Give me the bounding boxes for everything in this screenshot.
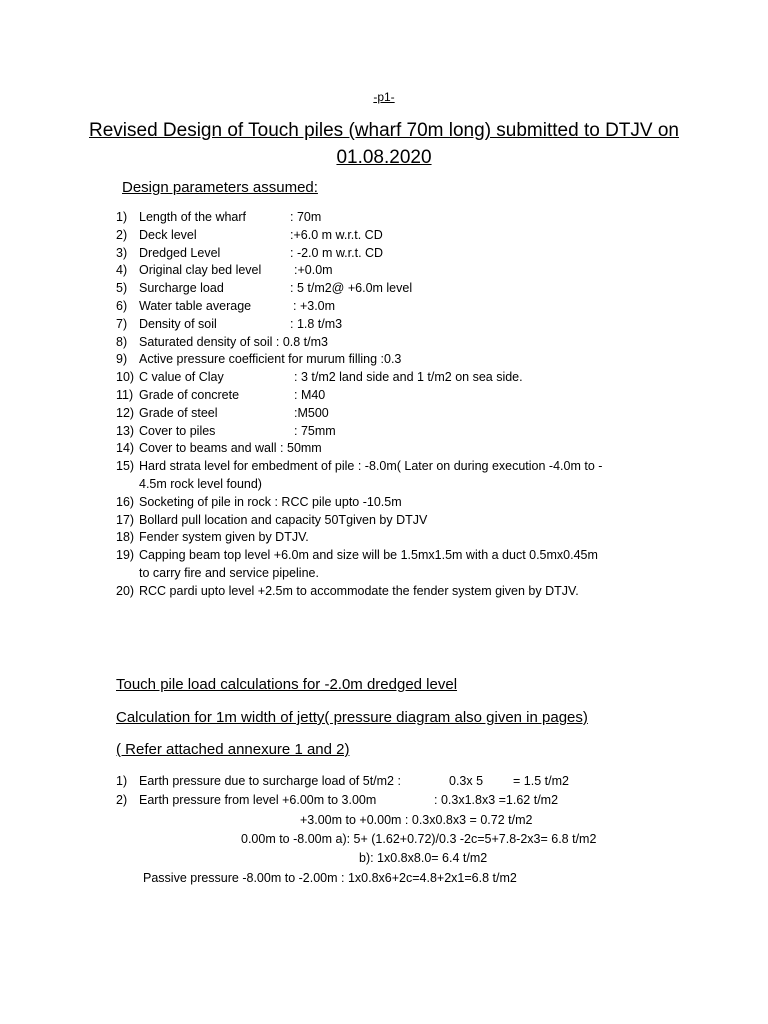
- parameter-item: [116, 440, 716, 458]
- parameter-item: [116, 316, 716, 334]
- parameter-number: 1): [116, 210, 128, 224]
- load-calculation-heading: Touch pile load calculations for -2.0m dredged level: [116, 676, 458, 693]
- parameter-item: [116, 209, 716, 227]
- parameter-label: Bollard pull location and capacity 50Tgiven by DTJV: [139, 512, 428, 527]
- parameter-item: [116, 387, 716, 405]
- parameter-label: Hard strata level for embedment of pile : -8.0m( Later on during execution -4.0m to -: [139, 459, 603, 474]
- parameter-item: [116, 369, 716, 387]
- parameters-heading: Design parameters assumed:: [122, 179, 318, 196]
- parameter-item: [116, 405, 716, 423]
- parameter-label: C value of Clay: [139, 370, 224, 385]
- parameter-value: : 70m: [290, 210, 322, 224]
- parameter-label: Cover to piles: [139, 423, 216, 438]
- parameter-number: 3): [116, 245, 128, 260]
- parameter-item: [116, 227, 716, 245]
- parameter-item: [116, 245, 716, 263]
- calc-line-1-result: = 1.5 t/m2: [513, 774, 569, 788]
- parameter-label: Fender system given by DTJV.: [139, 530, 309, 545]
- parameter-number: 6): [116, 298, 128, 313]
- parameter-item: [116, 494, 716, 512]
- calc-line-1-number: 1): [116, 774, 128, 788]
- parameter-item: [116, 458, 716, 476]
- parameter-item: [116, 529, 716, 547]
- calculation-width-heading: Calculation for 1m width of jetty( pressure diagram also given in pages): [116, 709, 588, 726]
- parameter-label: Water table average: [139, 298, 252, 313]
- parameter-label: RCC pardi upto level +2.5m to accommodate the fender system given by DTJV.: [139, 583, 579, 598]
- parameter-label: Grade of steel: [139, 405, 218, 420]
- parameter-number: 2): [116, 227, 128, 242]
- calc-line-4: 0.00m to -8.00m a): 5+ (1.62+0.72)/0.3 -2c=5+7.8-2x3= 6.8 t/m2: [241, 832, 597, 846]
- parameter-label: Cover to beams and wall : 50mm: [139, 441, 322, 456]
- title-line-1: Revised Design of Touch piles (wharf 70m long) submitted to DTJV on: [89, 120, 679, 141]
- parameter-number: 14): [116, 441, 135, 456]
- parameter-value: : M40: [294, 387, 326, 402]
- parameter-label: Density of soil: [139, 316, 217, 331]
- calc-line-2-label: Earth pressure from level +6.00m to 3.00m: [139, 793, 377, 807]
- parameter-value: :M500: [294, 405, 329, 420]
- parameter-label: Deck level: [139, 227, 197, 242]
- calc-line-1-label: Earth pressure due to surcharge load of 5t/m2 :: [139, 774, 401, 788]
- parameter-item: [116, 334, 716, 352]
- parameter-label: Dredged Level: [139, 245, 221, 260]
- parameter-number: 7): [116, 316, 128, 331]
- calc-line-2-number: 2): [116, 793, 128, 807]
- parameter-label: Capping beam top level +6.0m and size will be 1.5mx1.5m with a duct 0.5mx0.45m: [139, 548, 598, 563]
- parameter-value: : 3 t/m2 land side and 1 t/m2 on sea side.: [294, 370, 523, 385]
- parameter-continuation: [116, 476, 716, 494]
- document-title: [60, 117, 708, 171]
- parameter-label: Saturated density of soil : 0.8 t/m3: [139, 334, 328, 349]
- parameter-label: Active pressure coefficient for murum filling :0.3: [139, 352, 402, 367]
- parameter-number: 20): [116, 583, 135, 598]
- calc-line-3: +3.00m to +0.00m : 0.3x0.8x3 = 0.72 t/m2: [300, 813, 533, 827]
- parameter-number: 5): [116, 281, 128, 296]
- parameter-number: 18): [116, 530, 135, 545]
- parameter-number: 15): [116, 459, 135, 474]
- parameter-value: : 5 t/m2@ +6.0m level: [290, 281, 413, 296]
- parameter-item: [116, 351, 716, 369]
- parameter-value: :+0.0m: [294, 263, 333, 278]
- parameter-number: 8): [116, 334, 128, 349]
- calc-line-6: Passive pressure -8.00m to -2.00m : 1x0.8x6+2c=4.8+2x1=6.8 t/m2: [143, 871, 517, 885]
- parameter-label: Surcharge load: [139, 281, 224, 296]
- parameter-continuation: [116, 565, 716, 583]
- parameter-label: Socketing of pile in rock : RCC pile upto -10.5m: [139, 494, 402, 509]
- parameter-number: 13): [116, 423, 135, 438]
- parameter-number: 4): [116, 263, 128, 278]
- title-line-2: 01.08.2020: [336, 147, 432, 168]
- parameter-label: Original clay bed level: [139, 263, 262, 278]
- parameter-number: 16): [116, 494, 135, 509]
- calc-line-2-expression: : 0.3x1.8x3 =1.62 t/m2: [434, 793, 559, 807]
- parameter-number: 10): [116, 370, 135, 385]
- parameter-number: 11): [116, 387, 134, 402]
- parameter-label: 4.5m rock level found): [139, 476, 262, 491]
- parameter-value: :+6.0 m w.r.t. CD: [290, 227, 383, 242]
- page-number: -p1-: [373, 90, 395, 104]
- parameter-item: [116, 262, 716, 280]
- parameter-number: 12): [116, 405, 135, 420]
- parameter-value: : 1.8 t/m3: [290, 316, 343, 331]
- refer-annexure-heading: ( Refer attached annexure 1 and 2): [116, 741, 350, 758]
- parameter-label: Grade of concrete: [139, 387, 240, 402]
- parameter-value: : -2.0 m w.r.t. CD: [290, 245, 384, 260]
- parameter-number: 19): [116, 548, 135, 563]
- parameters-list: [116, 209, 716, 601]
- parameter-item: [116, 547, 716, 565]
- parameter-label: Length of the wharf: [139, 210, 247, 224]
- parameter-label: to carry fire and service pipeline.: [139, 565, 319, 580]
- calc-line-1-expression: 0.3x 5: [449, 774, 484, 788]
- parameter-value: : +3.0m: [293, 298, 336, 313]
- calc-line-5: b): 1x0.8x8.0= 6.4 t/m2: [359, 851, 488, 865]
- parameter-item: [116, 280, 716, 298]
- parameter-number: 9): [116, 352, 128, 367]
- parameter-value: : 75mm: [294, 423, 336, 438]
- parameter-number: 17): [116, 512, 135, 527]
- parameter-item: [116, 512, 716, 530]
- parameter-item: [116, 583, 716, 601]
- parameter-item: [116, 423, 716, 441]
- parameter-item: [116, 298, 716, 316]
